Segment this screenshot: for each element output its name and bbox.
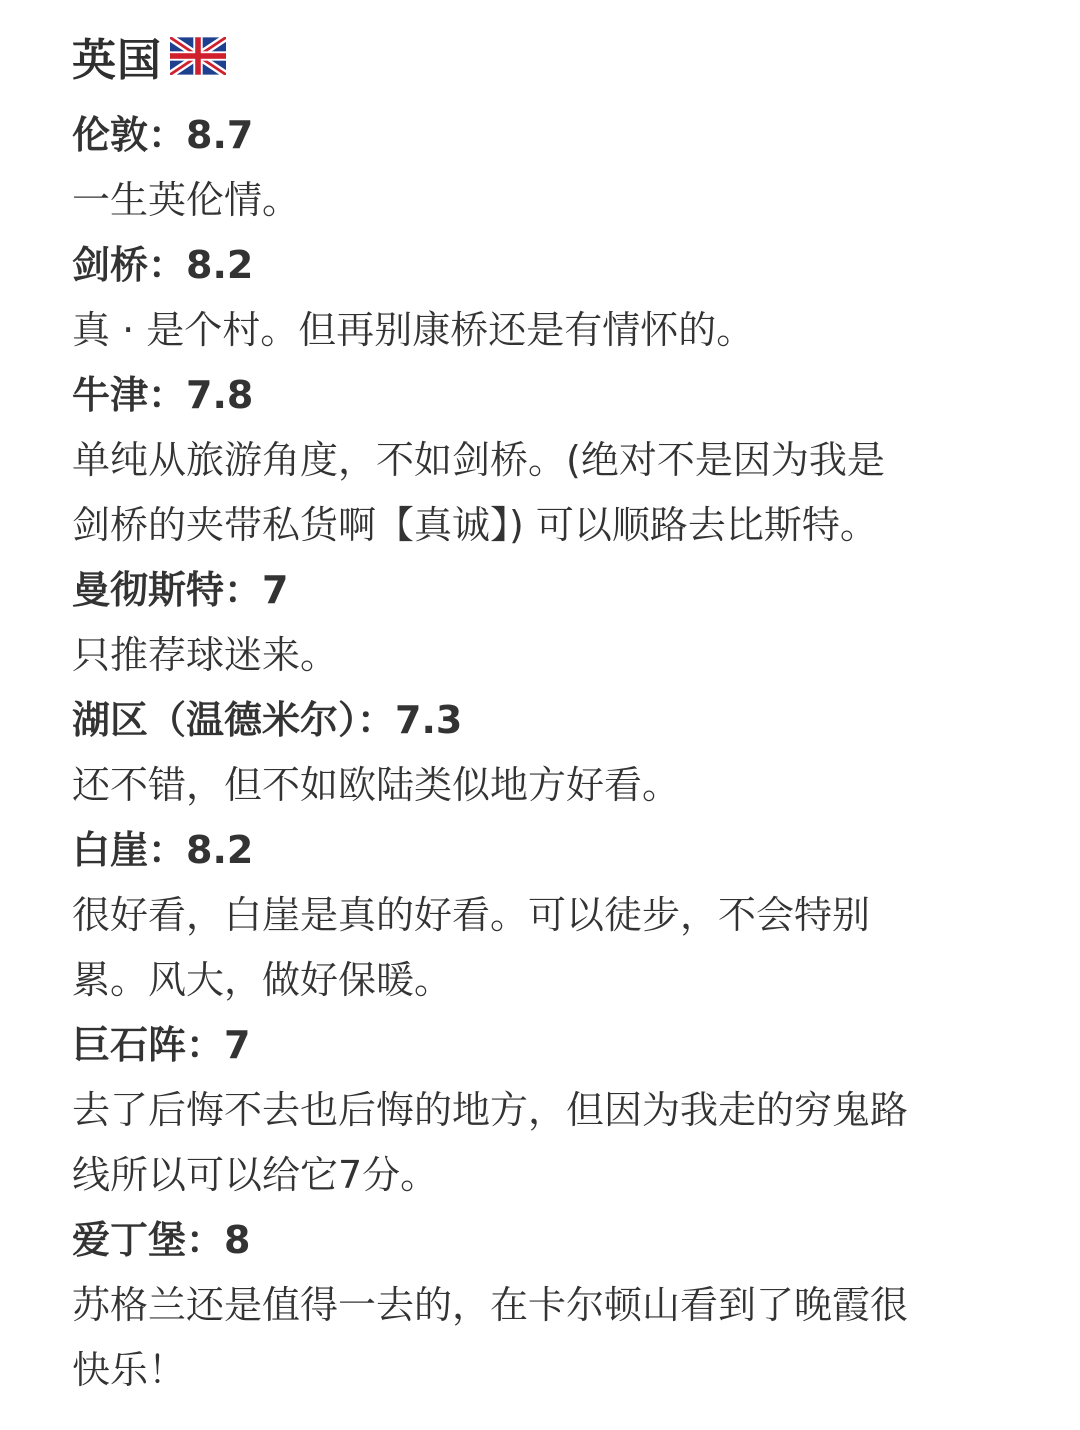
entry-title: 巨石阵：7 xyxy=(72,1023,251,1067)
entry-stonehenge xyxy=(72,1013,1080,1208)
entry-oxford xyxy=(72,363,1080,558)
entry-desc: 苏格兰还是值得一去的，在卡尔顿山看到了晚霞很 快乐！ xyxy=(72,1283,909,1392)
entry-white-cliffs xyxy=(72,818,1080,1013)
entry-manchester xyxy=(72,558,1080,688)
entry-title: 剑桥：8.2 xyxy=(72,243,254,287)
entry-desc: 去了后悔不去也后悔的地方，但因为我走的穷鬼路 线所以可以给它7分。 xyxy=(72,1088,909,1197)
entry-desc: 很好看，白崖是真的好看。可以徒步，不会特别 累。风大，做好保暖。 xyxy=(72,893,871,1002)
entry-title: 曼彻斯特：7 xyxy=(72,568,289,612)
header xyxy=(72,24,1080,88)
uk-flag-icon xyxy=(170,37,226,75)
entry-desc: 一生英伦情。 xyxy=(72,178,301,222)
entry-title: 湖区（温德米尔）：7.3 xyxy=(72,698,463,742)
entry-desc: 只推荐球迷来。 xyxy=(72,633,339,677)
entry-title: 爱丁堡：8 xyxy=(72,1218,251,1262)
entry-title: 伦敦：8.7 xyxy=(72,113,254,157)
entry-desc: 真 · 是个村。但再别康桥还是有情怀的。 xyxy=(72,308,755,352)
entry-cambridge xyxy=(72,233,1080,363)
entry-desc: 单纯从旅游角度，不如剑桥。(绝对不是因为我是 剑桥的夹带私货啊【真诚】) 可以顺路去比斯特。 xyxy=(72,438,885,547)
entry-lake-district xyxy=(72,688,1080,818)
entry-desc: 还不错，但不如欧陆类似地方好看。 xyxy=(72,763,681,807)
entry-title: 白崖：8.2 xyxy=(72,828,254,872)
page-title: 英国 xyxy=(72,35,162,86)
entry-title: 牛津：7.8 xyxy=(72,373,254,417)
entry-edinburgh xyxy=(72,1208,1080,1403)
entry-london xyxy=(72,103,1080,233)
